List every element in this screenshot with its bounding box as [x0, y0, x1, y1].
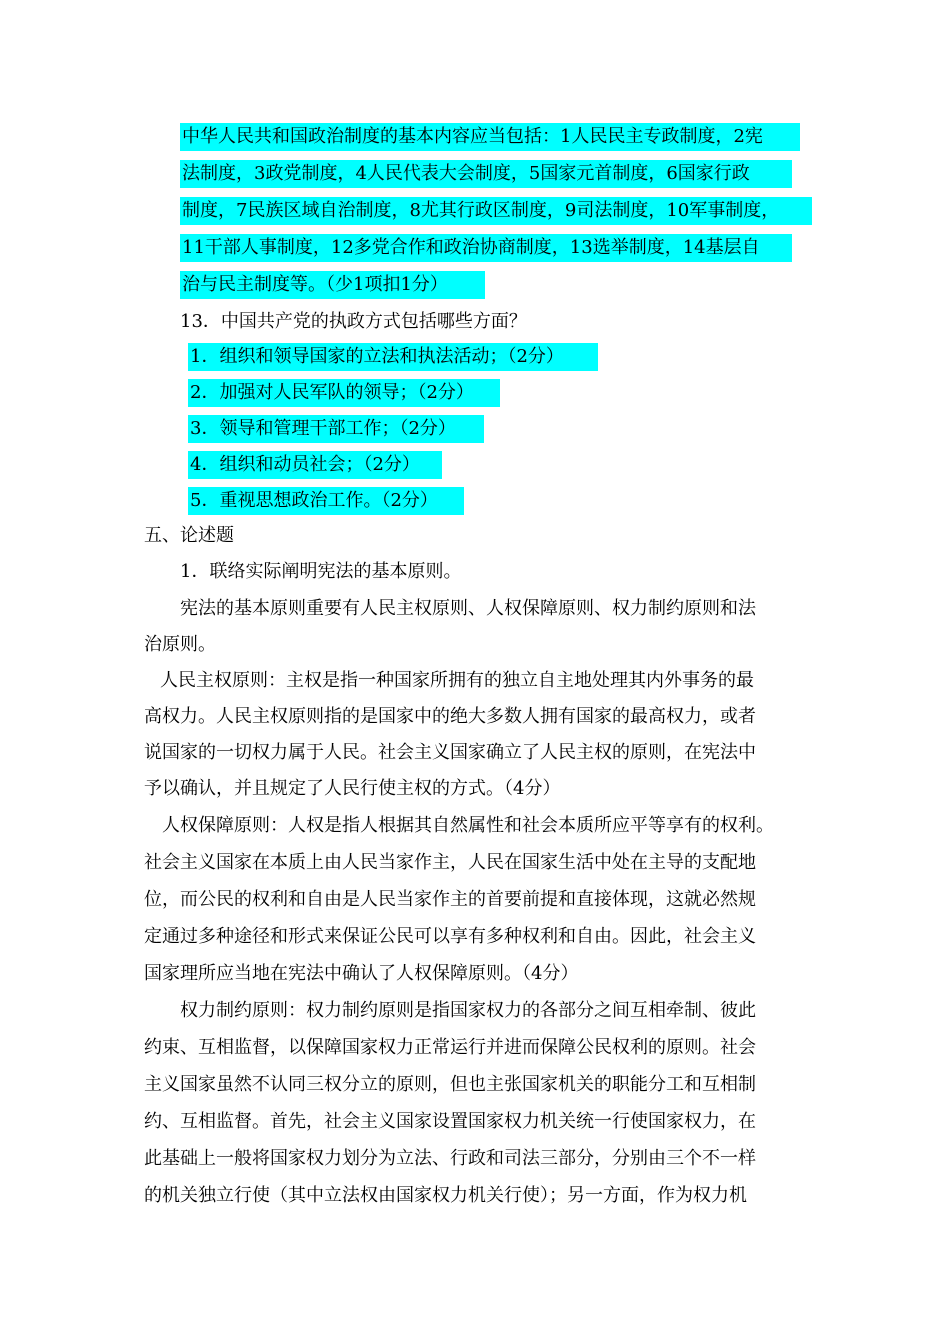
paragraph-line: 约、互相监督。首先，社会主义国家设置国家权力机关统一行使国家权力，在: [144, 1111, 756, 1132]
answer-line: 11干部人事制度，12多党合作和政治协商制度，13选举制度，14基层自: [182, 237, 760, 258]
paragraph-line: 位，而公民的权利和自由是人民当家作主的首要前提和直接体现，这就必然规: [144, 889, 756, 910]
paragraph-line: 国家理所应当地在宪法中确认了人权保障原则。（4分）: [144, 963, 579, 984]
answer-item: 4．组织和动员社会；（2分）: [190, 454, 420, 475]
answer-line: 中华人民共和国政治制度的基本内容应当包括：1人民民主专政制度，2宪: [182, 126, 763, 147]
answer-line: 制度，7民族区域自治制度，8尤其行政区制度，9司法制度，10军事制度，: [182, 200, 780, 221]
paragraph-line: 社会主义国家在本质上由人民当家作主，人民在国家生活中处在主导的支配地: [144, 852, 756, 873]
paragraph-line: 予以确认，并且规定了人民行使主权的方式。（4分）: [144, 778, 561, 799]
paragraph-line: 此基础上一般将国家权力划分为立法、行政和司法三部分，分别由三个不一样: [144, 1148, 756, 1169]
paragraph-line: 人民主权原则：主权是指一种国家所拥有的独立自主地处理其内外事务的最: [160, 670, 754, 691]
paragraph-line: 定通过多种途径和形式来保证公民可以享有多种权利和自由。因此，社会主义: [144, 926, 756, 947]
paragraph-line: 的机关独立行使（其中立法权由国家权力机关行使）；另一方面，作为权力机: [144, 1185, 747, 1206]
paragraph-line: 说国家的一切权力属于人民。社会主义国家确立了人民主权的原则，在宪法中: [144, 742, 756, 763]
answer-item: 2．加强对人民军队的领导；（2分）: [190, 382, 474, 403]
paragraph-line: 主义国家虽然不认同三权分立的原则，但也主张国家机关的职能分工和互相制: [144, 1074, 756, 1095]
answer-line: 治与民主制度等。（少1项扣1分）: [182, 274, 448, 295]
paragraph-line: 高权力。人民主权原则指的是国家中的绝大多数人拥有国家的最高权力，或者: [144, 706, 756, 727]
paragraph-line: 权力制约原则：权力制约原则是指国家权力的各部分之间互相牵制、彼此: [180, 1000, 756, 1021]
question-13: 13．中国共产党的执政方式包括哪些方面？: [180, 311, 527, 332]
paragraph-line: 人权保障原则：人权是指人根据其自然属性和社会本质所应平等享有的权利。: [162, 815, 774, 836]
paragraph-line: 宪法的基本原则重要有人民主权原则、人权保障原则、权力制约原则和法: [180, 598, 756, 619]
answer-item: 3．领导和管理干部工作；（2分）: [190, 418, 456, 439]
section-title: 五、论述题: [144, 525, 234, 546]
answer-line: 法制度，3政党制度，4人民代表大会制度，5国家元首制度，6国家行政: [182, 163, 750, 184]
answer-item: 1．组织和领导国家的立法和执法活动；（2分）: [190, 346, 564, 367]
essay-question-1: 1．联络实际阐明宪法的基本原则。: [180, 561, 462, 582]
answer-item: 5．重视思想政治工作。（2分）: [190, 490, 438, 511]
paragraph-line: 约束、互相监督，以保障国家权力正常运行并进而保障公民权利的原则。社会: [144, 1037, 756, 1058]
paragraph-line: 治原则。: [144, 634, 216, 655]
